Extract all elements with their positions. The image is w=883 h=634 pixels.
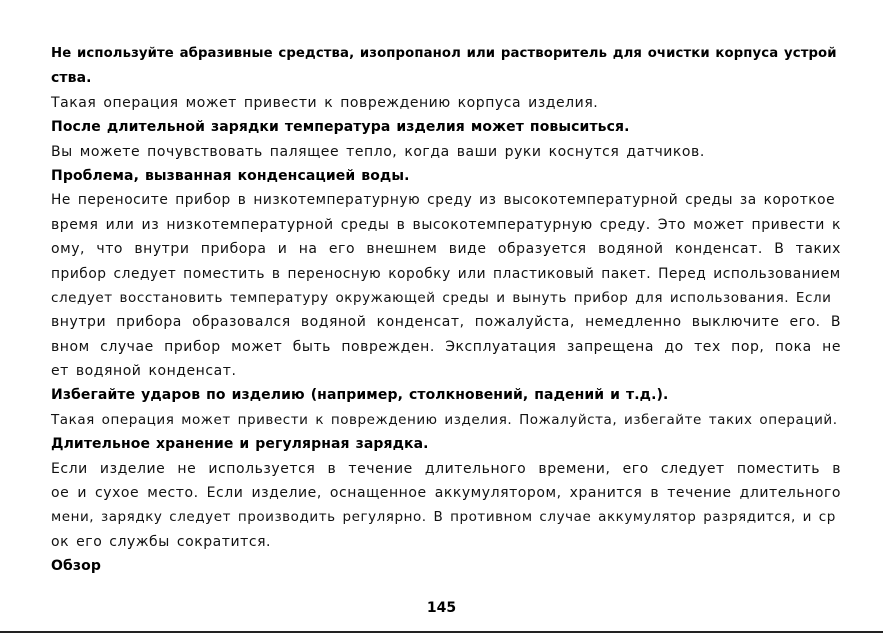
heading-no-abrasives-1: Не используйте абразивные средства, изопропанол или растворитель для очистки корпуса устрой <box>51 46 837 61</box>
paragraph-line: ок его службы сократится. <box>51 533 272 550</box>
heading-overview: Обзор <box>51 558 101 575</box>
paragraph-line: Не переносите прибор в низкотемпературную среду из высокотемпературной среды за короткое <box>51 192 836 209</box>
bottom-rule <box>0 631 883 633</box>
paragraph-line: прибор следует поместить в переносную коробку или пластиковый пакет. Перед использованием <box>51 265 841 282</box>
page-number: 145 <box>426 600 457 616</box>
paragraph-line: ому, что внутри прибора и на его внешнем виде образуется водяной конденсат. В таких <box>51 241 841 258</box>
paragraph-line: ое и сухое место. Если изделие, оснащенное аккумулятором, хранится в течение длительного <box>51 485 841 502</box>
paragraph-line: Такая операция может привести к повреждению корпуса изделия. <box>51 94 599 111</box>
paragraph-line: вном случае прибор может быть поврежден. Эксплуатация запрещена до тех пор, пока не <box>51 338 841 355</box>
heading-condensation: Проблема, вызванная конденсацией воды. <box>51 167 410 184</box>
paragraph-line: внутри прибора образовался водяной конденсат, пожалуйста, немедленно выключите его. В <box>51 314 841 331</box>
paragraph-line: Такая операция может привести к повреждению изделия. Пожалуйста, избегайте таких операций. <box>51 411 838 428</box>
heading-avoid-impacts: Избегайте ударов по изделию (например, столкновений, падений и т.д.). <box>51 387 669 404</box>
heading-storage-charging: Длительное хранение и регулярная зарядка. <box>51 436 429 453</box>
heading-charging-temperature: После длительной зарядки температура изделия может повыситься. <box>51 119 630 136</box>
heading-no-abrasives-2: ства. <box>51 70 92 87</box>
paragraph-line: время или из низкотемпературной среды в высокотемпературную среду. Это может привести к <box>51 216 841 233</box>
paragraph-line: Если изделие не используется в течение длительного времени, его следует поместить в <box>51 460 841 477</box>
paragraph-line: мени, зарядку следует производить регулярно. В противном случае аккумулятор разрядится, и ср <box>51 509 836 526</box>
paragraph-line: следует восстановить температуру окружающей среды и вынуть прибор для использования. Если <box>51 289 832 306</box>
document-body <box>51 42 841 579</box>
paragraph-line: Вы можете почувствовать палящее тепло, когда ваши руки коснутся датчиков. <box>51 143 705 160</box>
paragraph-line: ет водяной конденсат. <box>51 363 237 380</box>
